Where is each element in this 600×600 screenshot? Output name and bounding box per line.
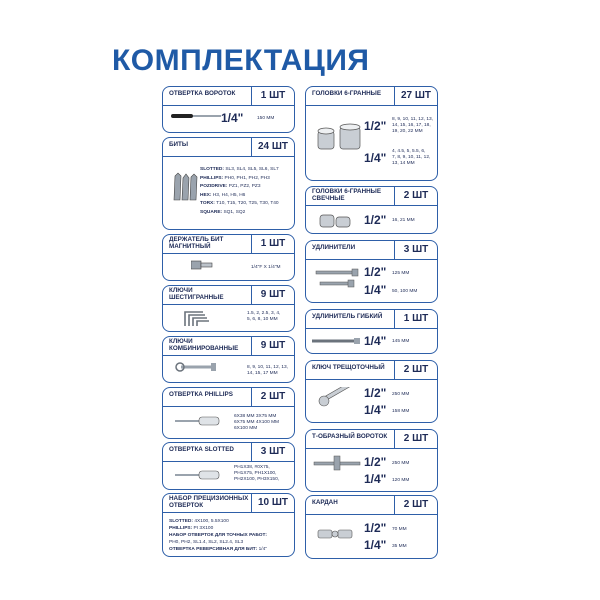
bits-spec-row: SQUARE: SQ1, SQ2 bbox=[200, 209, 246, 215]
size-label: 1/4" bbox=[221, 111, 244, 125]
card-header bbox=[163, 235, 294, 254]
precision-spec-row: PH0, PH2, SL1.4, SL2, SL2.4, SL3 bbox=[169, 540, 244, 545]
slotted-screwdriver-icon bbox=[175, 470, 225, 480]
card-qty: 2 ШТ bbox=[394, 496, 437, 514]
size-label: 1/4" bbox=[364, 538, 387, 552]
card-header bbox=[306, 187, 437, 206]
precision-spec-row: SLOTTED: 4X100, 5.5X100 bbox=[169, 519, 229, 524]
size-label: 1/4" bbox=[364, 472, 387, 486]
card-qty: 2 ШТ bbox=[251, 388, 294, 406]
size-label: 1/4" bbox=[364, 403, 387, 417]
card-name: ОТВЕРТКА SLOTTED bbox=[169, 446, 234, 453]
hex-keys-icon bbox=[181, 308, 213, 328]
card-header bbox=[163, 388, 294, 407]
size-label: 1/2" bbox=[364, 213, 387, 227]
card-header bbox=[306, 310, 437, 329]
card-slotted bbox=[162, 442, 295, 490]
card-name: ОТВЕРТКА PHILLIPS bbox=[169, 391, 233, 398]
card-bit-holder bbox=[162, 234, 295, 281]
card-name: УДЛИНИТЕЛИ bbox=[312, 244, 356, 251]
page-title: КОМПЛЕКТАЦИЯ bbox=[112, 44, 370, 77]
bits-spec-row: SLOTTED: SL3, SL4, SL5, SL6, SL7 bbox=[200, 167, 279, 172]
spec-value: 8, 9, 10, 11, 12, 13, 14, 15, 17 ММ bbox=[247, 365, 288, 376]
spec-value: PH1X38, #0X75, PH1X75, PH1X100, PH2X100, PH3X150, bbox=[234, 465, 280, 482]
card-name: КЛЮЧИ ШЕСТИГРАННЫЕ bbox=[169, 287, 224, 301]
spec-value: 250 ММ bbox=[392, 461, 410, 466]
spec-value: 250 ММ bbox=[392, 392, 410, 397]
socket-icon bbox=[316, 123, 364, 151]
card-qty: 24 ШТ bbox=[251, 138, 294, 156]
size-label: 1/4" bbox=[364, 283, 387, 297]
card-qty: 27 ШТ bbox=[394, 87, 437, 105]
card-qty: 9 ШТ bbox=[251, 337, 294, 355]
card-name: УДЛИНИТЕЛЬ ГИБКИЙ bbox=[312, 313, 383, 320]
bits-spec-row: TORX: T10, T15, T20, T25, T30, T40 bbox=[200, 201, 279, 206]
spec-value: 125 ММ bbox=[392, 271, 410, 276]
card-name: ГОЛОВКИ 6-ГРАННЫЕ bbox=[312, 90, 382, 97]
card-header bbox=[163, 286, 294, 305]
card-name: БИТЫ bbox=[169, 141, 189, 148]
card-header bbox=[306, 87, 437, 106]
bits-spec-row: HEX: H3, H4, H5, H6 bbox=[200, 192, 246, 198]
spec-value: 158 ММ bbox=[392, 409, 410, 414]
card-name: ГОЛОВКИ 6-ГРАННЫЕ СВЕЧНЫЕ bbox=[312, 188, 382, 202]
spec-value: 16, 21 ММ bbox=[392, 218, 415, 223]
precision-spec-row: ОТВЕРТКА РЕВЕРСИВНАЯ ДЛЯ БИТ: 1/4" bbox=[169, 547, 267, 552]
card-qty: 2 ШТ bbox=[394, 187, 437, 205]
card-qty: 1 ШТ bbox=[394, 310, 437, 328]
card-header bbox=[306, 496, 437, 515]
card-header bbox=[163, 138, 294, 157]
length-value: 150 ММ bbox=[257, 116, 275, 121]
spec-value: 1.5, 2, 2.5, 3, 4, 5, 6, 8, 10 ММ bbox=[247, 311, 281, 322]
size-label: 1/2" bbox=[364, 119, 387, 133]
spec-value: 1/4"F X 1/4"M bbox=[251, 265, 281, 270]
size-label: 1/2" bbox=[364, 386, 387, 400]
ratchet-icon bbox=[314, 387, 360, 411]
card-sockets bbox=[305, 86, 438, 181]
card-qty: 1 ШТ bbox=[251, 87, 294, 105]
spec-value: 6X38 ММ 3X75 ММ 6X75 ММ 4X100 ММ 6X100 ММ bbox=[234, 414, 280, 431]
card-name: ДЕРЖАТЕЛЬ БИТ МАГНИТНЫЙ bbox=[169, 236, 224, 250]
card-header bbox=[306, 430, 437, 449]
spec-value: 8, 9, 10, 11, 12, 13, 14, 15, 16, 17, 18, 19, 20, 22 ММ bbox=[392, 117, 433, 134]
card-name: Т-ОБРАЗНЫЙ ВОРОТОК bbox=[312, 433, 388, 440]
bits-spec-row: POZIDRIVE: PZ1, PZ2, PZ3 bbox=[200, 184, 261, 189]
spec-value: 70 ММ bbox=[392, 527, 407, 532]
spec-value: 35 ММ bbox=[392, 544, 407, 549]
card-name: НАБОР ПРЕЦИЗИОННЫХ ОТВЕРТОК bbox=[169, 495, 249, 509]
card-name: ОТВЕРТКА ВОРОТОК bbox=[169, 90, 236, 97]
card-header bbox=[163, 494, 294, 513]
cardan-icon bbox=[316, 526, 356, 542]
bits-icon bbox=[171, 172, 199, 202]
card-t-handle bbox=[305, 429, 438, 492]
card-qty: 2 ШТ bbox=[394, 430, 437, 448]
card-qty: 3 ШТ bbox=[251, 443, 294, 461]
size-label: 1/2" bbox=[364, 455, 387, 469]
card-extensions bbox=[305, 240, 438, 303]
extension-icon bbox=[314, 267, 362, 291]
spec-value: 4, 4.5, 5, 5.5, 6, 7, 8, 9, 10, 11, 12, 13, 14 ММ bbox=[392, 149, 431, 166]
card-cardan bbox=[305, 495, 438, 559]
card-precision-set bbox=[162, 493, 295, 557]
size-label: 1/4" bbox=[364, 334, 387, 348]
precision-spec-row: PHILLIPS: PI 3X100 bbox=[169, 526, 214, 531]
flex-extension-icon bbox=[312, 337, 362, 345]
card-qty: 2 ШТ bbox=[394, 361, 437, 379]
spark-socket-icon bbox=[318, 211, 354, 229]
card-qty: 9 ШТ bbox=[251, 286, 294, 304]
card-spark-sockets bbox=[305, 186, 438, 234]
card-qty: 10 ШТ bbox=[251, 494, 294, 512]
card-name: КЛЮЧИ КОМБИНИРОВАННЫЕ bbox=[169, 338, 239, 352]
card-name: КАРДАН bbox=[312, 499, 338, 506]
precision-spec-list bbox=[169, 518, 267, 553]
card-header bbox=[163, 443, 294, 462]
bit-holder-icon bbox=[191, 259, 213, 271]
t-handle-icon bbox=[312, 454, 362, 472]
spec-value: 50, 100 ММ bbox=[392, 289, 418, 294]
card-name: КЛЮЧ ТРЕЩОТОЧНЫЙ bbox=[312, 364, 385, 371]
bits-spec-list bbox=[200, 166, 279, 217]
size-label: 1/2" bbox=[364, 521, 387, 535]
phillips-screwdriver-icon bbox=[175, 416, 225, 426]
size-label: 1/2" bbox=[364, 265, 387, 279]
card-qty: 3 ШТ bbox=[394, 241, 437, 259]
card-ratchet bbox=[305, 360, 438, 423]
spec-value: 120 ММ bbox=[392, 478, 410, 483]
card-combo-wrenches bbox=[162, 336, 295, 383]
card-header bbox=[163, 337, 294, 356]
wrench-icon bbox=[175, 362, 217, 372]
card-qty: 1 ШТ bbox=[251, 235, 294, 253]
card-header bbox=[306, 361, 437, 380]
card-screwdriver-handle bbox=[162, 86, 295, 133]
precision-spec-row: НАБОР ОТВЕРТОК ДЛЯ ТОЧНЫХ РАБОТ: bbox=[169, 533, 267, 538]
size-label: 1/4" bbox=[364, 151, 387, 165]
card-phillips bbox=[162, 387, 295, 439]
spec-value: 145 ММ bbox=[392, 339, 410, 344]
bits-spec-row: PHILLIPS: PH0, PH1, PH2, PH3 bbox=[200, 175, 270, 181]
screwdriver-icon bbox=[171, 111, 223, 121]
card-header bbox=[306, 241, 437, 260]
card-header bbox=[163, 87, 294, 106]
card-flex-extension bbox=[305, 309, 438, 354]
card-hex-keys bbox=[162, 285, 295, 332]
